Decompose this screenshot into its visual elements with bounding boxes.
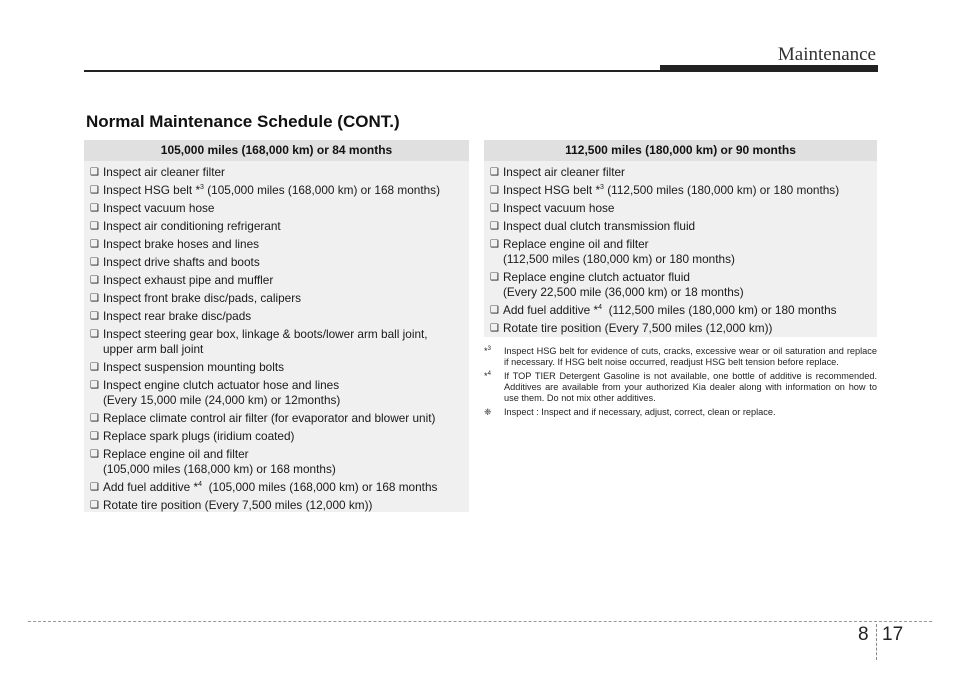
- checklist-item-text: [103, 378, 463, 408]
- item-label: Replace climate control air filter (for evaporator and blower unit): [103, 411, 436, 425]
- checklist-item-line: [503, 183, 871, 198]
- checklist-item: [484, 201, 877, 219]
- item-label: Inspect rear brake disc/pads: [103, 309, 252, 323]
- right-schedule-box: [484, 140, 877, 337]
- checklist-item: [84, 360, 469, 378]
- checklist-item: [84, 291, 469, 309]
- checkbox-icon: ❑: [90, 311, 99, 322]
- checkbox-icon: ❑: [90, 167, 99, 178]
- footnote-marker: [484, 371, 504, 404]
- checkbox-icon: ❑: [90, 362, 99, 373]
- checklist-item-text: [103, 237, 463, 252]
- item-label: Inspect air cleaner filter: [103, 165, 225, 179]
- checklist-item: [84, 183, 469, 201]
- footnote-symbol: *: [484, 346, 488, 356]
- checkbox-icon: ❑: [490, 239, 499, 250]
- checkbox-icon: ❑: [490, 185, 499, 196]
- checklist-item-line: [103, 429, 463, 444]
- footnote-ref: 4: [598, 304, 603, 312]
- checklist-item-text: [503, 201, 871, 216]
- checklist-item-line: [503, 303, 871, 318]
- item-detail-line: (112,500 miles (180,000 km) or 180 months): [503, 252, 735, 266]
- checklist-item-line: [103, 447, 463, 462]
- left-schedule-box: [84, 140, 469, 512]
- checklist-item-line: [103, 165, 463, 180]
- checklist-item-text: [503, 165, 871, 180]
- footnote-number: 3: [487, 345, 491, 352]
- item-label: Replace spark plugs (iridium coated): [103, 429, 295, 443]
- checklist-item: [84, 273, 469, 291]
- checklist-item: [84, 429, 469, 447]
- checklist-item-line: [103, 309, 463, 324]
- item-label: Inspect vacuum hose: [503, 201, 615, 215]
- footnote-marker: [484, 346, 504, 368]
- checkbox-icon: ❑: [90, 203, 99, 214]
- footer-rule: [28, 621, 932, 622]
- item-label: Rotate tire position (Every 7,500 miles (12,000 km)): [103, 498, 373, 512]
- item-label: Replace engine oil and filter: [503, 237, 649, 251]
- footnote-symbol: *: [484, 371, 488, 381]
- item-label: Replace engine clutch actuator fluid: [503, 270, 690, 284]
- item-label: Inspect suspension mounting bolts: [103, 360, 284, 374]
- checklist-item-text: [503, 270, 871, 300]
- checkbox-icon: ❑: [90, 413, 99, 424]
- checklist-item-text: [103, 255, 463, 270]
- checklist-item-text: [503, 219, 871, 234]
- checkbox-icon: ❑: [90, 431, 99, 442]
- checklist-item-line: [103, 480, 463, 495]
- checklist-item: [84, 447, 469, 480]
- item-label: Rotate tire position (Every 7,500 miles (12,000 km)): [503, 321, 773, 335]
- checkbox-icon: ❑: [90, 275, 99, 286]
- checklist-item-text: [103, 360, 463, 375]
- item-label: Add fuel additive *: [503, 303, 599, 317]
- footnote-text: If TOP TIER Detergent Gasoline is not available, one bottle of additive is recommended. Additives are available from your authorized Kia dealer along with information on how to use them. Do not mix other additives.: [504, 371, 877, 403]
- checklist-item: [484, 165, 877, 183]
- footnotes: [484, 346, 877, 421]
- item-label: Inspect dual clutch transmission fluid: [503, 219, 696, 233]
- checklist-item-text: [103, 480, 463, 495]
- item-label: Inspect engine clutch actuator hose and lines: [103, 378, 340, 392]
- chapter-number: 8: [858, 624, 869, 645]
- item-detail: (105,000 miles (168,000 km) or 168 months: [202, 480, 438, 494]
- checkbox-icon: ❑: [90, 239, 99, 250]
- checkbox-icon: ❑: [90, 449, 99, 460]
- right-schedule-heading: 112,500 miles (180,000 km) or 90 months: [484, 140, 877, 161]
- checklist-item-text: [103, 411, 463, 426]
- checkbox-icon: ❑: [90, 293, 99, 304]
- footnote: [484, 371, 877, 404]
- checkbox-icon: ❑: [490, 221, 499, 232]
- checkbox-icon: ❑: [90, 185, 99, 196]
- checklist-item-line: [103, 360, 463, 375]
- checkbox-icon: ❑: [490, 167, 499, 178]
- header-rule-thin: [84, 70, 660, 72]
- item-label: Inspect exhaust pipe and muffler: [103, 273, 274, 287]
- checklist-item: [484, 237, 877, 270]
- checklist-item-line: [503, 165, 871, 180]
- checklist-item: [484, 321, 877, 339]
- item-label: Add fuel additive *: [103, 480, 199, 494]
- checkbox-icon: ❑: [490, 323, 499, 334]
- checkbox-icon: ❑: [490, 272, 499, 283]
- item-label: Inspect vacuum hose: [103, 201, 215, 215]
- item-label: Inspect HSG belt *: [103, 183, 201, 197]
- checklist-item-text: [103, 183, 463, 198]
- checklist-item-text: [103, 291, 463, 306]
- checkbox-icon: ❑: [490, 203, 499, 214]
- footnote-text: Inspect HSG belt for evidence of cuts, cracks, excessive wear or oil saturation and replace if necessary. If HSG belt noise occurred, readjust HSG belt tension before replace.: [504, 346, 877, 367]
- checklist-item-text: [503, 183, 871, 198]
- checklist-item-line: [103, 255, 463, 270]
- checkbox-icon: ❑: [90, 257, 99, 268]
- checklist-item: [84, 480, 469, 498]
- item-detail-line: upper arm ball joint: [103, 342, 204, 356]
- checklist-item-text: [103, 309, 463, 324]
- item-detail: (105,000 miles (168,000 km) or 168 months): [203, 183, 441, 197]
- item-label: Inspect air cleaner filter: [503, 165, 625, 179]
- checkbox-icon: ❑: [90, 380, 99, 391]
- footnote-ref: 3: [600, 184, 604, 192]
- checklist-item-text: [103, 201, 463, 216]
- checklist-item: [84, 165, 469, 183]
- checklist-item: [84, 327, 469, 360]
- checklist-item-line: [103, 237, 463, 252]
- item-label: Inspect HSG belt *: [503, 183, 601, 197]
- checklist-item: [84, 411, 469, 429]
- checklist-item: [484, 303, 877, 321]
- right-schedule-items: [484, 161, 877, 343]
- left-schedule-heading: 105,000 miles (168,000 km) or 84 months: [84, 140, 469, 161]
- checklist-item-text: [103, 219, 463, 234]
- checklist-item-text: [503, 303, 871, 318]
- checklist-item: [84, 498, 469, 516]
- item-detail: (112,500 miles (180,000 km) or 180 months: [602, 303, 837, 317]
- checkbox-icon: ❑: [90, 329, 99, 340]
- checklist-item: [84, 201, 469, 219]
- item-label: Inspect brake hoses and lines: [103, 237, 260, 251]
- checkbox-icon: ❑: [90, 500, 99, 511]
- footnote-text: Inspect : Inspect and if necessary, adjust, correct, clean or replace.: [504, 407, 776, 417]
- footnote-ref: 4: [198, 481, 203, 489]
- footnote-number: 4: [487, 370, 491, 377]
- header-rule-thick: [660, 65, 878, 72]
- checklist-item-text: [103, 447, 463, 477]
- checkbox-icon: ❑: [90, 221, 99, 232]
- item-label: Inspect air conditioning refrigerant: [103, 219, 281, 233]
- footnote-marker: [484, 407, 504, 418]
- checklist-item-line: [103, 327, 463, 342]
- checklist-item-text: [103, 273, 463, 288]
- page-divider: [876, 624, 877, 660]
- left-schedule-items: [84, 161, 469, 520]
- header-title: Maintenance: [777, 44, 876, 65]
- checklist-item-line: [103, 378, 463, 393]
- checklist-item-line: [503, 201, 871, 216]
- checklist-item-text: [103, 327, 463, 357]
- checklist-item: [84, 378, 469, 411]
- checklist-item-line: [103, 201, 463, 216]
- item-detail-line: (Every 15,000 mile (24,000 km) or 12months): [103, 393, 341, 407]
- checklist-item-text: [103, 165, 463, 180]
- checklist-item-text: [103, 498, 463, 513]
- checkbox-icon: ❑: [490, 305, 499, 316]
- checklist-item-text: [503, 321, 871, 336]
- checklist-item-text: [103, 429, 463, 444]
- checklist-item-line: [103, 291, 463, 306]
- item-detail-line: (105,000 miles (168,000 km) or 168 months): [103, 462, 336, 476]
- item-label: Inspect drive shafts and boots: [103, 255, 260, 269]
- checklist-item-line: [103, 411, 463, 426]
- item-detail-line: (Every 22,500 mile (36,000 km) or 18 months): [503, 285, 744, 299]
- footnote-ref: 3: [200, 184, 204, 192]
- checklist-item: [84, 255, 469, 273]
- checklist-item-line: [503, 219, 871, 234]
- footnote: [484, 407, 877, 418]
- checklist-item-line: [103, 273, 463, 288]
- checklist-item-line: [503, 237, 871, 252]
- page-number: 17: [882, 624, 904, 645]
- checklist-item-line: [103, 498, 463, 513]
- item-label: Inspect steering gear box, linkage & boots/lower arm ball joint,: [103, 327, 428, 341]
- item-label: Replace engine oil and filter: [103, 447, 249, 461]
- checklist-item: [484, 270, 877, 303]
- checkbox-icon: ❑: [90, 482, 99, 493]
- footnote: [484, 346, 877, 368]
- checklist-item: [84, 237, 469, 255]
- footnote-symbol: ❈: [484, 407, 492, 417]
- checklist-item-line: [103, 219, 463, 234]
- checklist-item: [484, 183, 877, 201]
- checklist-item-line: [503, 270, 871, 285]
- checklist-item-line: [103, 183, 463, 198]
- section-title: Normal Maintenance Schedule (CONT.): [86, 112, 400, 131]
- checklist-item: [84, 219, 469, 237]
- checklist-item: [484, 219, 877, 237]
- item-detail: (112,500 miles (180,000 km) or 180 months): [603, 183, 840, 197]
- checklist-item-line: [503, 321, 871, 336]
- checklist-item-text: [503, 237, 871, 267]
- checklist-item: [84, 309, 469, 327]
- item-label: Inspect front brake disc/pads, calipers: [103, 291, 302, 305]
